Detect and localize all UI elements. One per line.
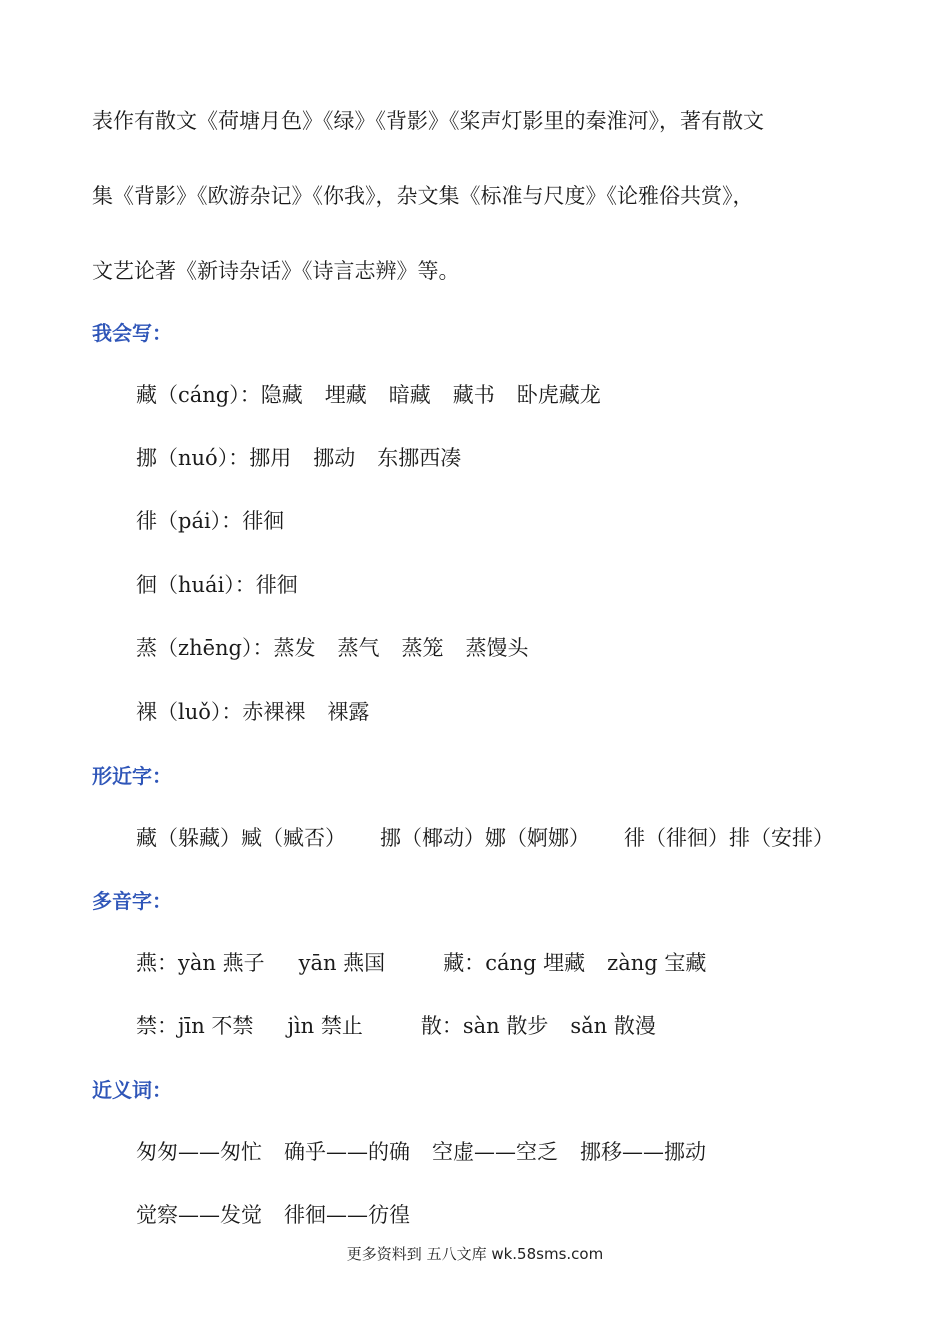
polyphone-heading: 多音字： [92,889,172,913]
intro-line-1: 表作有散文《荷塘月色》《绿》《背影》《桨声灯影里的秦淮河》，著有散文 [92,109,764,133]
polyphone-char: 藏： [443,951,486,975]
polyphone-reading: zàng 宝藏 [607,951,707,975]
similar-group: 徘（徘徊）排（安排） [624,826,834,850]
similar-group: 藏（躲藏）臧（臧否） [136,826,346,850]
synonym-pair: 空虚——空乏 [432,1140,558,1164]
polyphone-reading: jìn 禁止 [287,1014,363,1038]
write-row [136,697,369,727]
similar-heading: 形近字： [92,764,172,788]
write-word: 蒸笼 [401,636,444,660]
similar-row [136,823,834,853]
write-word: 蒸气 [337,636,380,660]
intro-line-2: 集《背影》《欧游杂记》《你我》，杂文集《标准与尺度》《论雅俗共赏》， [92,184,754,208]
write-word: 挪用 [249,446,292,470]
similar-group: 挪（椰动）娜（婀娜） [380,826,590,850]
polyphone-reading: sǎn 散漫 [570,1014,656,1038]
polyphone-reading: yàn 燕子 [178,951,265,975]
polyphone-reading: sàn 散步 [462,1014,549,1038]
write-word: 隐藏 [260,383,303,407]
polyphone-char: 燕： [136,951,178,975]
polyphone-char: 禁： [136,1014,178,1038]
synonyms-row [136,1137,706,1167]
synonyms-row [136,1200,410,1230]
synonyms-heading: 近义词： [92,1078,172,1102]
synonym-pair: 匆匆——匆忙 [136,1140,262,1164]
polyphone-row [136,1011,656,1041]
write-char: 藏（cáng）： [136,383,261,407]
write-word: 东挪西凑 [377,446,462,470]
polyphone-reading: yān 燕国 [298,951,386,975]
write-word: 暗藏 [388,383,431,407]
write-char: 徊（huái）： [136,573,256,597]
write-row [136,443,461,473]
polyphone-row [136,948,706,978]
polyphone-char: 散： [420,1014,463,1038]
write-word: 裸露 [327,700,370,724]
footer-link-text[interactable]: 更多资料到 五八文库 wk.58sms.com [346,1245,604,1263]
synonym-pair: 觉察——发觉 [136,1203,262,1227]
write-row [136,570,298,600]
intro-line-3: 文艺论著《新诗杂话》《诗言志辨》等。 [92,259,460,283]
synonym-pair: 徘徊——彷徨 [284,1203,410,1227]
write-word: 埋藏 [324,383,367,407]
write-char: 蒸（zhēng）： [136,636,274,660]
write-word: 蒸发 [273,636,316,660]
write-word: 徘徊 [255,573,298,597]
write-word: 藏书 [452,383,495,407]
synonym-pair: 确乎——的确 [284,1140,410,1164]
write-row [136,506,284,536]
write-word: 挪动 [313,446,356,470]
write-word: 赤裸裸 [242,700,306,724]
write-word: 徘徊 [242,509,285,533]
write-row [136,380,601,410]
write-char: 徘（pái）： [136,509,243,533]
write-heading: 我会写： [92,321,172,345]
polyphone-reading: cáng 埋藏 [485,951,586,975]
write-word: 卧虎藏龙 [516,383,601,407]
synonym-pair: 挪移——挪动 [580,1140,706,1164]
write-word: 蒸馒头 [465,636,529,660]
write-char: 挪（nuó）： [136,446,250,470]
write-char: 裸（luǒ）： [136,700,243,724]
polyphone-reading: jīn 不禁 [178,1014,254,1038]
write-row [136,633,528,663]
